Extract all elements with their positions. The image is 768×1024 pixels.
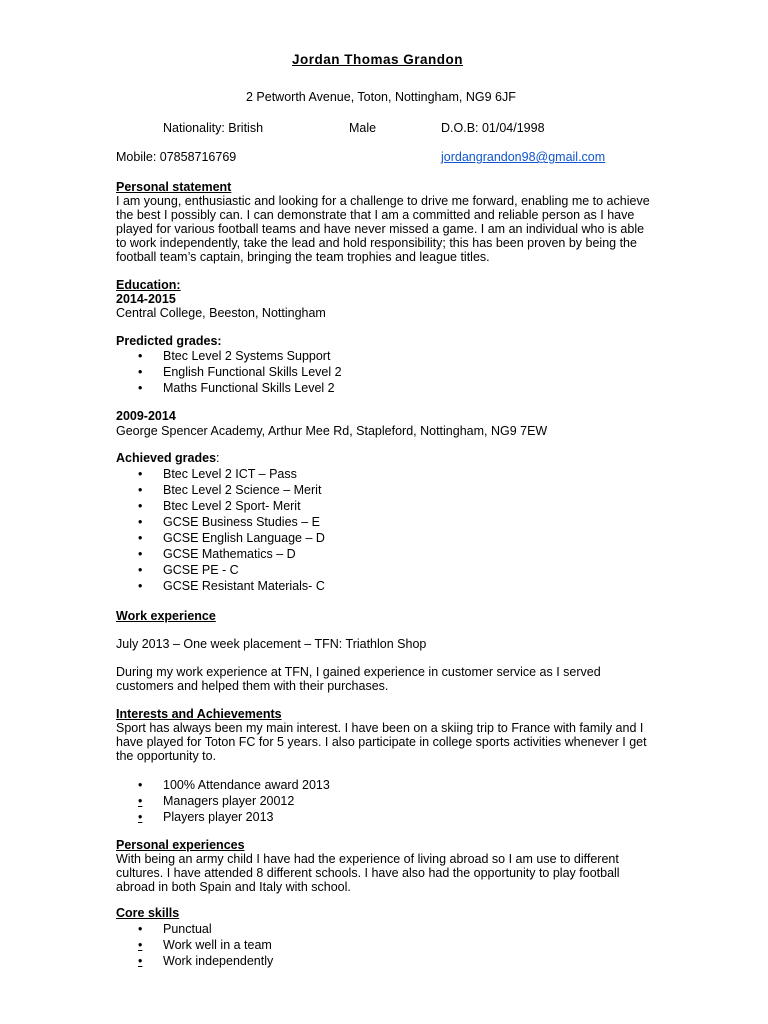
personal-statement-heading: Personal statement	[116, 180, 232, 194]
bullet: •	[138, 467, 143, 481]
achieved-grades-list	[138, 466, 325, 594]
address: 2 Petworth Avenue, Toton, Nottingham, NG9 6JF	[246, 90, 516, 104]
bullet: •	[138, 563, 143, 577]
predicted-grades-list	[138, 348, 342, 396]
bullet: •	[138, 499, 143, 513]
education-heading: Education:	[116, 278, 181, 292]
bullet: •	[138, 922, 143, 936]
list-item: • Btec Level 2 Systems Support	[138, 349, 331, 363]
interests-heading: Interests and Achievements	[116, 707, 282, 721]
mobile: Mobile: 07858716769	[116, 150, 237, 164]
bullet: •	[138, 794, 143, 808]
personal-statement-text: I am young, enthusiastic and looking for a challenge to drive me forward, enabling me to achieve the best I possibly can. I can demonstrate that I am a committed and reliable person as I have played for various football teams and have never missed a game. I am an individual who is able to work independently, take the lead and hold responsibility; this has been proven by being the football team’s captain, bringing the team trophies and league titles.	[116, 194, 650, 264]
bullet: •	[138, 938, 143, 952]
list-item: • English Functional Skills Level 2	[138, 365, 342, 379]
work-placement: July 2013 – One week placement – TFN: Triathlon Shop	[116, 637, 427, 651]
education-school-2: George Spencer Academy, Arthur Mee Rd, Stapleford, Nottingham, NG9 7EW	[116, 424, 548, 438]
bullet: •	[138, 954, 143, 968]
bullet: •	[138, 365, 143, 379]
education-school-1: Central College, Beeston, Nottingham	[116, 306, 326, 320]
list-item: • Maths Functional Skills Level 2	[138, 381, 335, 395]
work-experience-text: During my work experience at TFN, I gained experience in customer service as I served customers and helped them with their purchases.	[116, 665, 601, 693]
bullet: •	[138, 810, 143, 824]
achieved-grades-heading: Achieved grades:	[116, 451, 220, 465]
email-link[interactable]: jordangrandon98@gmail.com	[441, 150, 606, 164]
personal-experiences-text: With being an army child I have had the experience of living abroad so I am use to different cultures. I have attended 8 different schools. I have also had the opportunity to play football abroad in both Spain and Italy with school.	[116, 852, 620, 894]
list-item: • Work well in a team	[138, 938, 272, 952]
gender: Male	[349, 121, 377, 135]
list-item: • GCSE PE - C	[138, 563, 239, 577]
bullet: •	[138, 531, 143, 545]
interests-text: Sport has always been my main interest. I have been on a skiing trip to France with family and I have played for Toton FC for 5 years. I also participate in college sports activities whenever I get the opportunity to.	[116, 721, 647, 763]
list-item: • GCSE Resistant Materials- C	[138, 579, 325, 593]
predicted-grades-heading: Predicted grades:	[116, 334, 222, 348]
date-of-birth: D.O.B: 01/04/1998	[441, 121, 545, 135]
bullet: •	[138, 778, 143, 792]
bullet: •	[138, 381, 143, 395]
bullet: •	[138, 349, 143, 363]
list-item: • Managers player 20012	[138, 794, 295, 808]
cv-name: Jordan Thomas Grandon	[292, 52, 464, 67]
list-item: • GCSE English Language – D	[138, 531, 325, 545]
achievements-list	[138, 777, 330, 825]
list-item: • Work independently	[138, 954, 274, 968]
personal-experiences-heading: Personal experiences	[116, 838, 245, 852]
bullet: •	[138, 515, 143, 529]
list-item: • GCSE Mathematics – D	[138, 547, 296, 561]
work-experience-heading: Work experience	[116, 609, 216, 623]
bullet: •	[138, 579, 143, 593]
education-period-2: 2009-2014	[116, 409, 176, 423]
list-item: • Players player 2013	[138, 810, 274, 824]
nationality: Nationality: British	[163, 121, 264, 135]
core-skills-heading: Core skills	[116, 906, 180, 920]
bullet: •	[138, 547, 143, 561]
education-period-1: 2014-2015	[116, 292, 176, 306]
list-item: • Btec Level 2 Sport- Merit	[138, 499, 301, 513]
list-item: • Punctual	[138, 922, 212, 936]
bullet: •	[138, 483, 143, 497]
list-item: • 100% Attendance award 2013	[138, 778, 330, 792]
list-item: • Btec Level 2 ICT – Pass	[138, 467, 297, 481]
core-skills-list	[138, 921, 273, 969]
list-item: • Btec Level 2 Science – Merit	[138, 483, 322, 497]
list-item: • GCSE Business Studies – E	[138, 515, 321, 529]
